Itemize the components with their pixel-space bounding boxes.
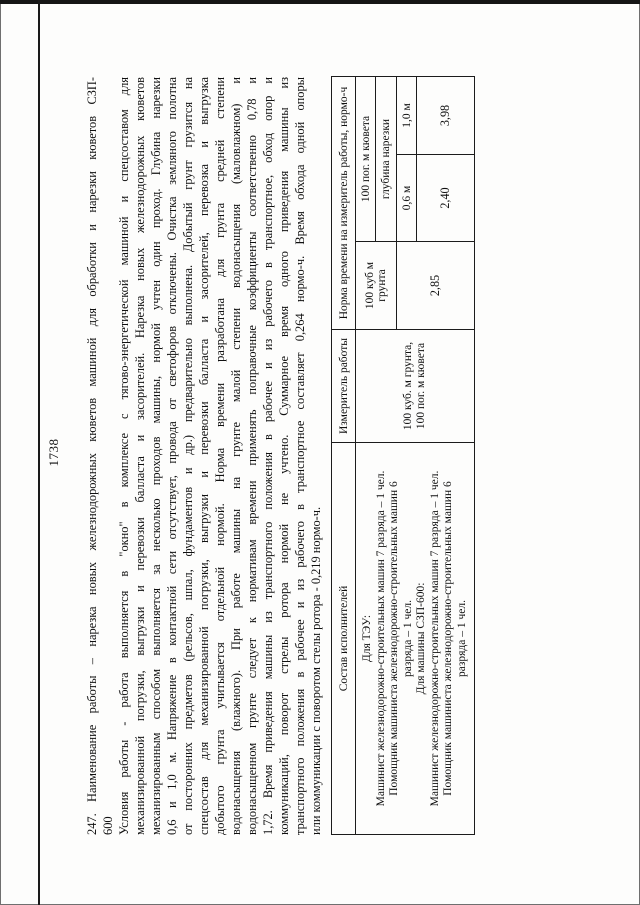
body-line: водонасыщения (влажного). При работе машины на грунте малой степени водонасыщения (маловлажном) и [229,77,243,835]
work-title-paragraph [84,77,116,835]
header-100-pog-m-kuveta: 100 пог. м кювета [356,77,376,242]
header-100-kub-m-grunta [356,242,397,330]
measure-line: 100 куб. м грунта, [401,341,414,431]
body-line: водонасыщенном грунте следует к нормативам времени применять поправочные коэффициенты соответственно 0,78 и [245,77,259,835]
header-sostav-ispolniteley: Состав исполнителей [332,443,356,835]
table-subheader-row-1 [356,77,376,835]
body-line: от посторонних предметов (рельсов, шпал, фундаментов и др.) предварительно выполнена. Добытый грунт грузится на [181,77,195,835]
body-line: 1,72. Время приведения машины из транспортного положения в рабочее и из рабочего в транспортное, обход опор и [261,77,275,835]
crew-line: разряда – 1 чел. [455,599,468,678]
body-line: коммуникаций, поворот стрелы ротора нормой не учтено. Суммарное время одного приведения машины из [277,77,291,835]
crew-line: Машинист железнодорожно-строительных машин 7 разряда – 1 чел. [428,470,441,807]
measure-line: 100 пог. м кювета [415,342,427,430]
page-content [84,77,475,835]
title-line: 600 [101,816,115,835]
header-norma-vremeni-band: Норма времени на измеритель работы, нормо-ч [332,77,356,330]
page-top-rule [38,0,40,905]
cell-norm-value-kub: 2,85 [397,242,475,330]
norms-table [331,76,475,835]
crew-line: разряда – 1 чел. [401,599,414,678]
title-line: 247. Наименование работы – нарезка новых железнодорожных кюветов машиной для обработки и нарезки кюветов СЗП- [85,77,99,835]
body-line: спецсостав для механизированной погрузки, выгрузки и перевозки балласта и засорителей, перевозка и выгрузка [197,77,211,835]
header-izmeritel-raboty: Измеритель работы [332,330,356,443]
cell-work-measure [356,330,475,443]
body-line: или коммуникации с поворотом стелы ротора - 0,219 нормо-ч. [309,506,323,835]
body-line: механизированным способом выполняется за несколько проходов машины, нормой учтен один проход. Глубина нарезки [149,77,163,835]
work-conditions-paragraph [116,77,324,835]
body-line: механизированной погрузки, выгрузки и перевозки балласта и засорителей. Нарезка новых железнодорожных кюветов [133,77,147,835]
body-line: 0,6 и 1,0 м. Напряжение в контактной сети отсутствует, провода от светофоров отключены. Очистка земляного полотна [165,77,179,835]
body-line: транспортного положения в рабочее и из рабочего в транспортное составляет 0,264 нормо-ч. Время обхода одной опоры [293,77,307,835]
cell-norm-value-1-0m: 3,98 [417,77,475,155]
body-line: добытого грунта учитывается отдельной нормой. Норма времени разработана для грунта средней степени [213,77,227,835]
kub-header-line: грунта [376,269,388,302]
page-number: 1738 [46,438,61,467]
crew-line: Помощник машиниста железнодорожно-строительных машин 6 [388,481,400,796]
crew-line: Для ТЭУ: [361,614,373,663]
kub-header-line: 100 куб м [363,261,376,310]
crew-line: Помощник машиниста железнодорожно-строительных машин 6 [442,481,454,796]
crew-line: Машинист железнодорожно-строительных машин 7 разряда – 1 чел. [374,470,387,807]
header-depth-0-6m: 0,6 м [397,155,417,242]
cell-crew-composition [356,443,475,835]
header-glubina-narezki: глубина нарезки [376,77,397,242]
table-header-row [332,77,356,835]
header-depth-1-0m: 1,0 м [397,77,417,155]
body-line: Условия работы - работа выполняется в "окно" в комплексе с тягово-энергетической машиной и спецсоставом для [117,77,131,835]
crew-line: Для машины СЗП-600: [415,582,427,695]
cell-norm-value-0-6m: 2,40 [417,155,475,242]
